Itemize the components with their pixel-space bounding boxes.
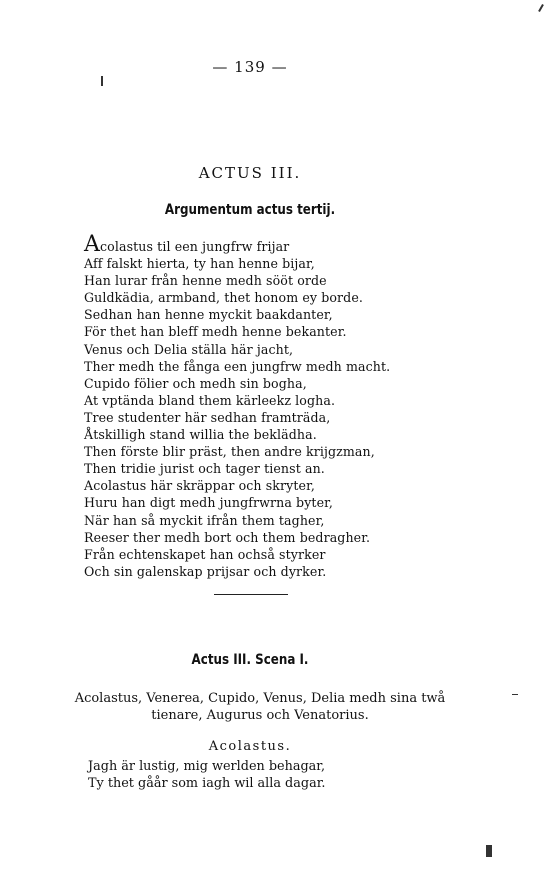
act-title: ACTUS III. bbox=[198, 164, 302, 182]
verse-line: Och sin galenskap prijsar och dyrker. bbox=[84, 563, 327, 579]
verse-line: At vptända bland them kärleekz logha. bbox=[84, 392, 336, 408]
verse-line: Then förste blir präst, then andre krijgzman, bbox=[84, 444, 375, 460]
dialogue-line: Jagh är lustig, mig werlden behagar, bbox=[88, 759, 326, 774]
verse-line: Venus och Delia ställa här jacht, bbox=[84, 341, 294, 357]
cast-line: tienare, Augurus och Venatorius. bbox=[151, 708, 369, 723]
verse-line: Then tridie jurist och tager tienst an. bbox=[84, 461, 325, 477]
speaker-name: Acolastus. bbox=[208, 739, 292, 754]
verse-line: Cupido fölier och medh sin bogha, bbox=[84, 375, 307, 391]
print-speck bbox=[486, 845, 492, 857]
dialogue-line: Ty thet gåår som iagh wil alla dagar. bbox=[88, 776, 326, 791]
verse-line: Från echtenskapet han ochså styrker bbox=[84, 546, 326, 562]
verse-line bbox=[84, 232, 484, 257]
verse-line: Åtskilligh stand willia the beklädha. bbox=[84, 427, 317, 443]
print-speck bbox=[101, 76, 103, 86]
print-speck bbox=[538, 4, 544, 12]
verse-line: Huru han digt medh jungfrwrna byter, bbox=[84, 495, 333, 511]
verse-line: Guldkädia, armband, thet honom ey borde. bbox=[84, 290, 363, 306]
drop-cap: A bbox=[84, 232, 100, 257]
section-divider bbox=[214, 594, 288, 595]
verse-line: Acolastus här skräppar och skryter, bbox=[84, 478, 315, 494]
verse-line: Aff falskt hierta, ty han henne bijar, bbox=[84, 256, 315, 272]
argument-heading: Argumentum actus tertij. bbox=[164, 202, 336, 218]
verse-line: Tree studenter här sedhan framträda, bbox=[84, 409, 331, 425]
cast-line: Acolastus, Venerea, Cupido, Venus, Delia medh sina twå bbox=[74, 691, 446, 706]
verse-line: Sedhan han henne myckit baakdanter, bbox=[84, 307, 333, 323]
print-speck bbox=[512, 694, 518, 695]
argument-verse bbox=[84, 232, 484, 580]
scene-title: Actus III. Scena I. bbox=[191, 652, 309, 668]
verse-line: För thet han bleff medh henne bekanter. bbox=[84, 324, 347, 340]
dialogue-block bbox=[88, 758, 468, 792]
verse-line: Ther medh the fånga een jungfrw medh macht. bbox=[84, 358, 391, 374]
verse-line-text: colastus til een jungfrw frijar bbox=[100, 239, 290, 254]
verse-line: Han lurar från henne medh sööt orde bbox=[84, 273, 327, 289]
verse-line: Reeser ther medh bort och them bedragher. bbox=[84, 529, 371, 545]
verse-line: När han så myckit ifrån them tagher, bbox=[84, 512, 325, 528]
page-number: — 139 — bbox=[212, 58, 288, 76]
cast-list bbox=[40, 690, 480, 724]
